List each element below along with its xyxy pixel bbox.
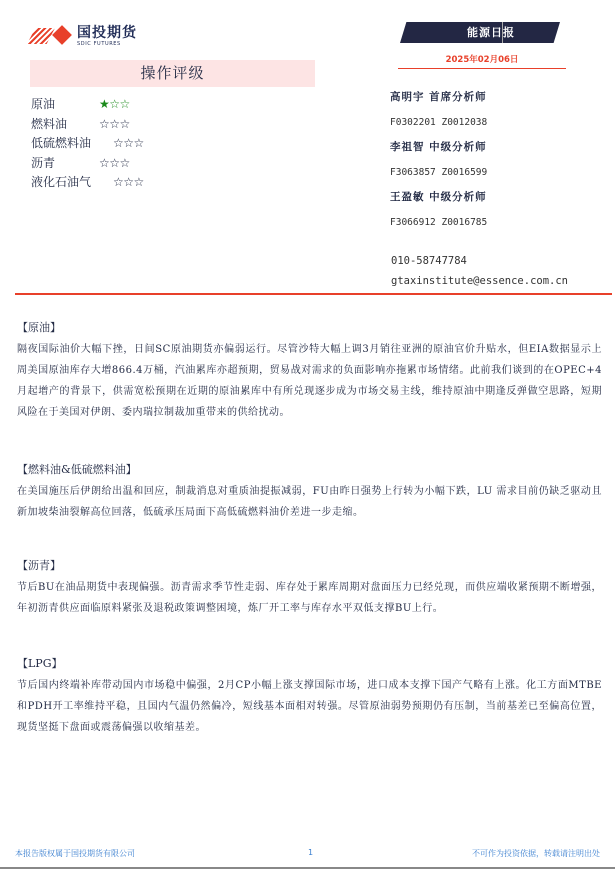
- star-rating-icon: ★☆☆: [99, 97, 130, 111]
- analyst-license: F0302201 Z0012038: [390, 117, 488, 128]
- logo-name-en: SDIC FUTURES: [77, 40, 121, 47]
- section-title: 【沥青】: [17, 559, 61, 572]
- star-rating-icon: ☆☆☆: [99, 155, 130, 170]
- section-body: 节后国内终端补库带动国内市场稳中偏强，2月CP小幅上涨支撑国际市场，进口成本支撑下国产气略有上涨。化工方面MTBE和PDH开工率维持平稳，且国内气温仍然偏冷，短线基本面相对转强。尽管原油弱势预期仍有压制，当前基差已至偏高位置，现货坚挺下盘面或震荡偏强以收缩基差。: [17, 680, 602, 733]
- analyst-license: F3066912 Z0016785: [390, 217, 488, 228]
- section-body: 节后BU在油品期货中表现偏强。沥青需求季节性走弱、库存处于累库周期对盘面压力已经兑现，而供应端收紧预期不断增强，年初沥青供应面临原料紧张及退税政策调整困境，炼厂开工率与库存水平双低支撑BU上行。: [17, 582, 602, 614]
- section-lpg: [17, 653, 602, 738]
- date-divider: [398, 68, 566, 69]
- logo-name-cn: 国投期货: [77, 24, 137, 41]
- section-title: 【燃料油&低硫燃料油】: [17, 463, 137, 476]
- analyst-name: 李祖智 中级分析师: [390, 141, 487, 153]
- analyst-name: 王盈敏 中级分析师: [390, 191, 487, 203]
- section-body: 在美国施压后伊朗给出温和回应，制裁消息对重质油提振减弱，FU由昨日强势上行转为小幅下跌，LU 需求目前仍缺乏驱动且新加坡柴油裂解高位回落，低硫承压局面下高低硫燃料油价差进一步走缩。: [17, 486, 602, 518]
- analyst-name: 高明宇 首席分析师: [390, 91, 487, 103]
- section-asphalt: [17, 555, 602, 619]
- rating-item-label: 低硫燃料油: [31, 136, 92, 150]
- rating-item-label: 原油: [31, 97, 56, 111]
- rating-item-fuel-oil: [31, 115, 231, 135]
- rating-item-label: 沥青: [31, 155, 56, 170]
- rating-item-low-sulfur-fuel-oil: [31, 134, 231, 154]
- star-rating-icon: ☆☆☆: [113, 136, 144, 150]
- section-title: 【原油】: [17, 321, 61, 334]
- rating-title: 操作评级: [30, 60, 315, 87]
- footer-copyright: 本报告版权属于国投期货有限公司: [15, 849, 135, 858]
- report-date: 2025年02月06日: [445, 55, 519, 65]
- star-rating-icon: ☆☆☆: [99, 116, 130, 131]
- report-type-banner: [400, 22, 560, 43]
- report-type-title: 能源日报: [467, 26, 515, 39]
- footer-disclaimer: 不可作为投资依据，转载请注明出处: [472, 849, 600, 858]
- header-divider: [15, 293, 612, 295]
- rating-list: [31, 95, 231, 193]
- logo-icon: [27, 26, 73, 46]
- contact-info: [391, 253, 568, 293]
- analyst-list: [390, 88, 487, 238]
- section-fuel-oil: [17, 459, 602, 523]
- page-number: 1: [308, 848, 314, 857]
- rating-item-label: 液化石油气: [31, 175, 92, 189]
- section-body: 隔夜国际油价大幅下挫，日间SC原油期货亦偏弱运行。尽管沙特大幅上调3月销往亚洲的原油官价升贴水，但EIA数据显示上周美国原油库存大增866.4万桶，汽油累库亦超预期，贸易战对需求的负面影响亦拖累市场情绪。此前我们谈到的在OPEC+4月起增产的背景下，供需宽松预期在近期的原油累库中有所兑现逐步成为市场交易主线，维持原油中期逢反弹做空思路，短期风险在于美国对伊朗、委内瑞拉制裁加重带来的供给扰动。: [17, 344, 602, 418]
- page-footer: [0, 848, 615, 863]
- contact-email[interactable]: gtaxinstitute@essence.com.cn: [391, 275, 569, 287]
- star-rating-icon: ☆☆☆: [113, 175, 144, 189]
- contact-phone: 010-58747784: [391, 255, 467, 267]
- section-crude-oil: [17, 317, 602, 423]
- company-logo: [27, 25, 137, 47]
- rating-item-label: 燃料油: [31, 116, 68, 131]
- footer-divider: [0, 867, 615, 869]
- section-title: 【LPG】: [17, 657, 63, 670]
- rating-item-crude: [31, 95, 231, 115]
- analyst-license: F3063857 Z0016599: [390, 167, 488, 178]
- rating-item-asphalt: [31, 154, 231, 174]
- rating-item-lpg: [31, 173, 231, 193]
